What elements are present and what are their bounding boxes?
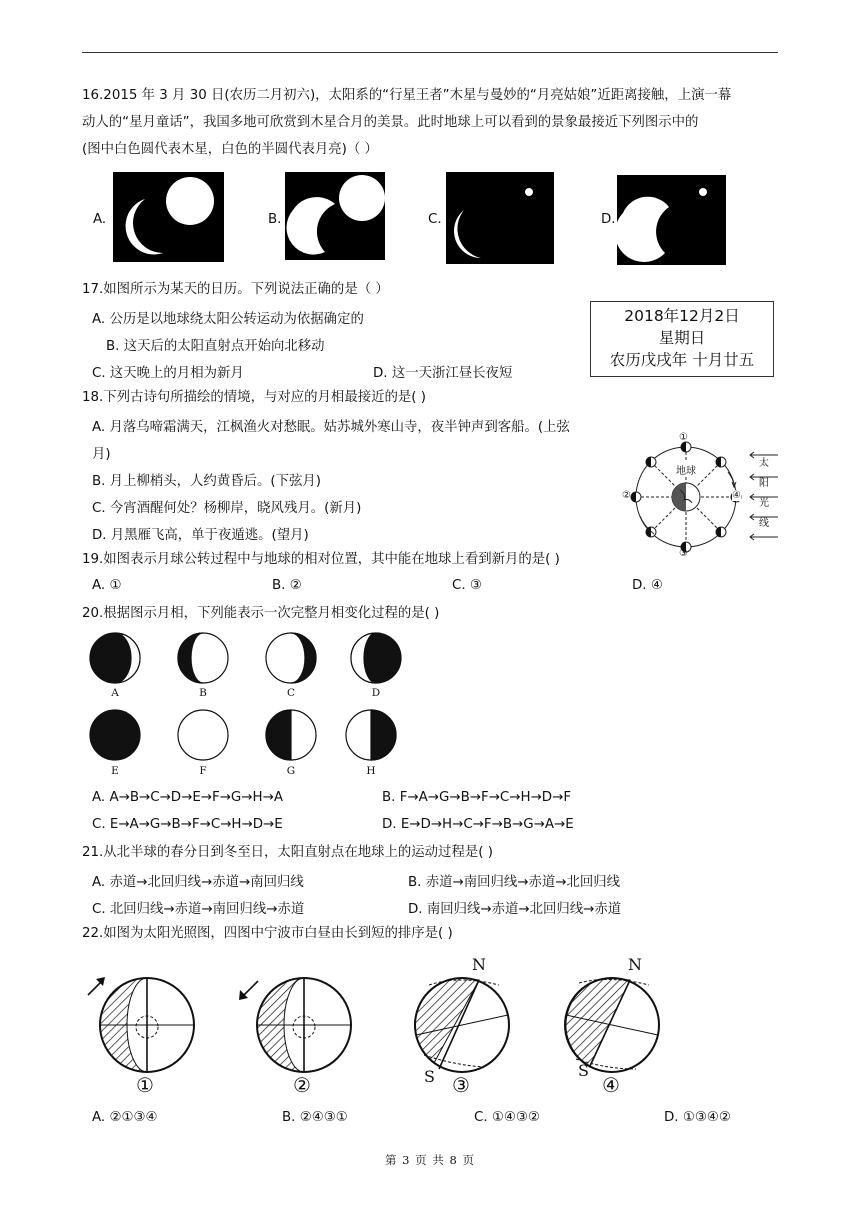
q22-option-c[interactable]: C. ①④③② xyxy=(474,1110,540,1125)
moon-orbit-diagram xyxy=(620,432,780,562)
q20-option-c[interactable]: C. E→A→G→B→F→C→H→D→E xyxy=(92,817,283,832)
phase-label-d: D xyxy=(371,687,381,699)
q18-option-a-line1[interactable]: A. 月落乌啼霜满天，江枫渔火对愁眠。姑苏城外寒山寺，夜半钟声到客船。(上弦 xyxy=(92,420,570,435)
phase-label-b: B xyxy=(199,687,207,699)
q22-option-a[interactable]: A. ②①③④ xyxy=(92,1110,158,1125)
phase-label-h: H xyxy=(366,765,376,777)
sunlight-diagrams xyxy=(84,955,664,1100)
header-rule xyxy=(82,52,778,53)
moon-jupiter-b-icon xyxy=(285,172,385,260)
q22-option-d[interactable]: D. ①③④② xyxy=(664,1110,731,1125)
q21-option-c[interactable]: C. 北回归线→赤道→南回归线→赤道 xyxy=(92,902,305,917)
q17-option-d[interactable]: D. 这一天浙江昼长夜短 xyxy=(373,366,513,381)
sun-light-label-4: 线 xyxy=(759,518,769,529)
q20-option-a[interactable]: A. A→B→C→D→E→F→G→H→A xyxy=(92,790,283,805)
calendar-date: 2018年12月2日 xyxy=(624,307,740,325)
phase-label-c: C xyxy=(286,687,296,699)
position-2-label: ② xyxy=(622,490,631,501)
moon-jupiter-a-icon xyxy=(113,172,224,262)
fig-4-south-label: S xyxy=(578,1061,589,1080)
q20-option-d[interactable]: D. E→D→H→C→F→B→G→A→E xyxy=(382,817,574,832)
sun-light-label-1: 太 xyxy=(759,458,769,469)
q19-stem: 19.如图表示月球公转过程中与地球的相对位置，其中能在地球上看到新月的是( ) xyxy=(82,552,560,567)
q16-option-c-label[interactable]: C. xyxy=(428,212,442,227)
q16-figure-c xyxy=(446,172,554,264)
q16-option-d-label[interactable]: D. xyxy=(601,212,616,227)
q20-stem: 20.根据图示月相，下列能表示一次完整月相变化过程的是( ) xyxy=(82,606,440,621)
sunlight-fig-2 xyxy=(239,978,351,1072)
fig-4-label: ④ xyxy=(602,1073,620,1097)
q18-option-a-line2: 月) xyxy=(92,447,111,462)
q16-stem-line2: 动人的“星月童话”，我国多地可欣赏到木星合月的美景。此时地球上可以看到的景象最接近下列图示中的 xyxy=(82,115,699,130)
calendar-weekday: 星期日 xyxy=(658,329,706,347)
page-footer: 第 3 页 共 8 页 xyxy=(385,1153,475,1167)
q16-figure-b xyxy=(285,172,385,260)
earth-label: 地球 xyxy=(676,462,696,477)
q19-option-a[interactable]: A. ① xyxy=(92,578,122,593)
q20-option-b[interactable]: B. F→A→G→B→F→C→H→D→F xyxy=(382,790,572,805)
fig-2-label: ② xyxy=(293,1073,311,1097)
q22-option-b[interactable]: B. ②④③① xyxy=(282,1110,348,1125)
fig-3-label: ③ xyxy=(452,1073,470,1097)
sun-light-label-3: 光 xyxy=(759,498,769,509)
q16-option-b-label[interactable]: B. xyxy=(268,212,282,227)
calendar-lunar: 农历戊戌年 十月廿五 xyxy=(609,351,755,369)
fig-3-south-label: S xyxy=(424,1067,435,1086)
q22-stem: 22.如图为太阳光照图，四图中宁波市白昼由长到短的排序是( ) xyxy=(82,926,453,941)
q18-option-d[interactable]: D. 月黑雁飞高，单于夜遁逃。(望月) xyxy=(92,528,309,543)
q16-stem-line1: 16.2015 年 3 月 30 日(农历二月初六)，太阳系的“行星王者”木星与曼妙的“月亮姑娘”近距离接触，上演一幕 xyxy=(82,88,732,103)
q21-option-b[interactable]: B. 赤道→南回归线→赤道→北回归线 xyxy=(408,875,621,890)
q21-option-a[interactable]: A. 赤道→北回归线→赤道→南回归线 xyxy=(92,875,304,890)
phase-label-a: A xyxy=(111,687,119,699)
q21-option-d[interactable]: D. 南回归线→赤道→北回归线→赤道 xyxy=(408,902,622,917)
position-4-label: ④ xyxy=(732,490,741,501)
q16-stem-line3: (图中白色圆代表木星，白色的半圆代表月亮)（ ） xyxy=(82,142,378,157)
fig-3-north-label: N xyxy=(472,955,486,974)
q16-option-a-label[interactable]: A. xyxy=(93,212,107,227)
q18-option-c[interactable]: C. 今宵酒醒何处？杨柳岸，晓风残月。(新月) xyxy=(92,501,362,516)
q19-option-b[interactable]: B. ② xyxy=(272,578,302,593)
q17-stem: 17.如图所示为某天的日历。下列说法正确的是（ ） xyxy=(82,282,389,297)
phase-label-g: G xyxy=(286,765,296,777)
q16-figure-a xyxy=(113,172,224,262)
phase-label-f: F xyxy=(199,765,207,777)
sunlight-fig-1 xyxy=(88,977,194,1072)
moon-jupiter-d-icon xyxy=(617,175,726,265)
sunlight-fig-3 xyxy=(415,978,509,1072)
q18-stem: 18.下列古诗句所描绘的情境，与对应的月相最接近的是( ) xyxy=(82,390,426,405)
sunlight-fig-4 xyxy=(565,978,659,1072)
phase-label-e: E xyxy=(111,765,119,777)
calendar-box xyxy=(590,301,774,377)
q18-option-b[interactable]: B. 月上柳梢头，人约黄昏后。(下弦月) xyxy=(92,474,322,489)
q19-option-d[interactable]: D. ④ xyxy=(632,578,663,593)
q19-option-c[interactable]: C. ③ xyxy=(452,578,482,593)
q17-option-a[interactable]: A. 公历是以地球绕太阳公转运动为依据确定的 xyxy=(92,312,364,327)
sun-light-label-2: 阳 xyxy=(759,478,769,489)
fig-4-north-label: N xyxy=(628,955,642,974)
position-1-label: ① xyxy=(679,432,688,443)
moon-phases-figure xyxy=(88,632,408,784)
position-3-label: ③ xyxy=(679,548,688,559)
q16-figure-d xyxy=(617,175,726,265)
q17-option-c[interactable]: C. 这天晚上的月相为新月 xyxy=(92,366,244,381)
moon-jupiter-c-icon xyxy=(446,172,554,264)
q17-option-b[interactable]: B. 这天后的太阳直射点开始向北移动 xyxy=(106,339,325,354)
fig-1-label: ① xyxy=(136,1073,154,1097)
q21-stem: 21.从北半球的春分日到冬至日，太阳直射点在地球上的运动过程是( ) xyxy=(82,845,493,860)
